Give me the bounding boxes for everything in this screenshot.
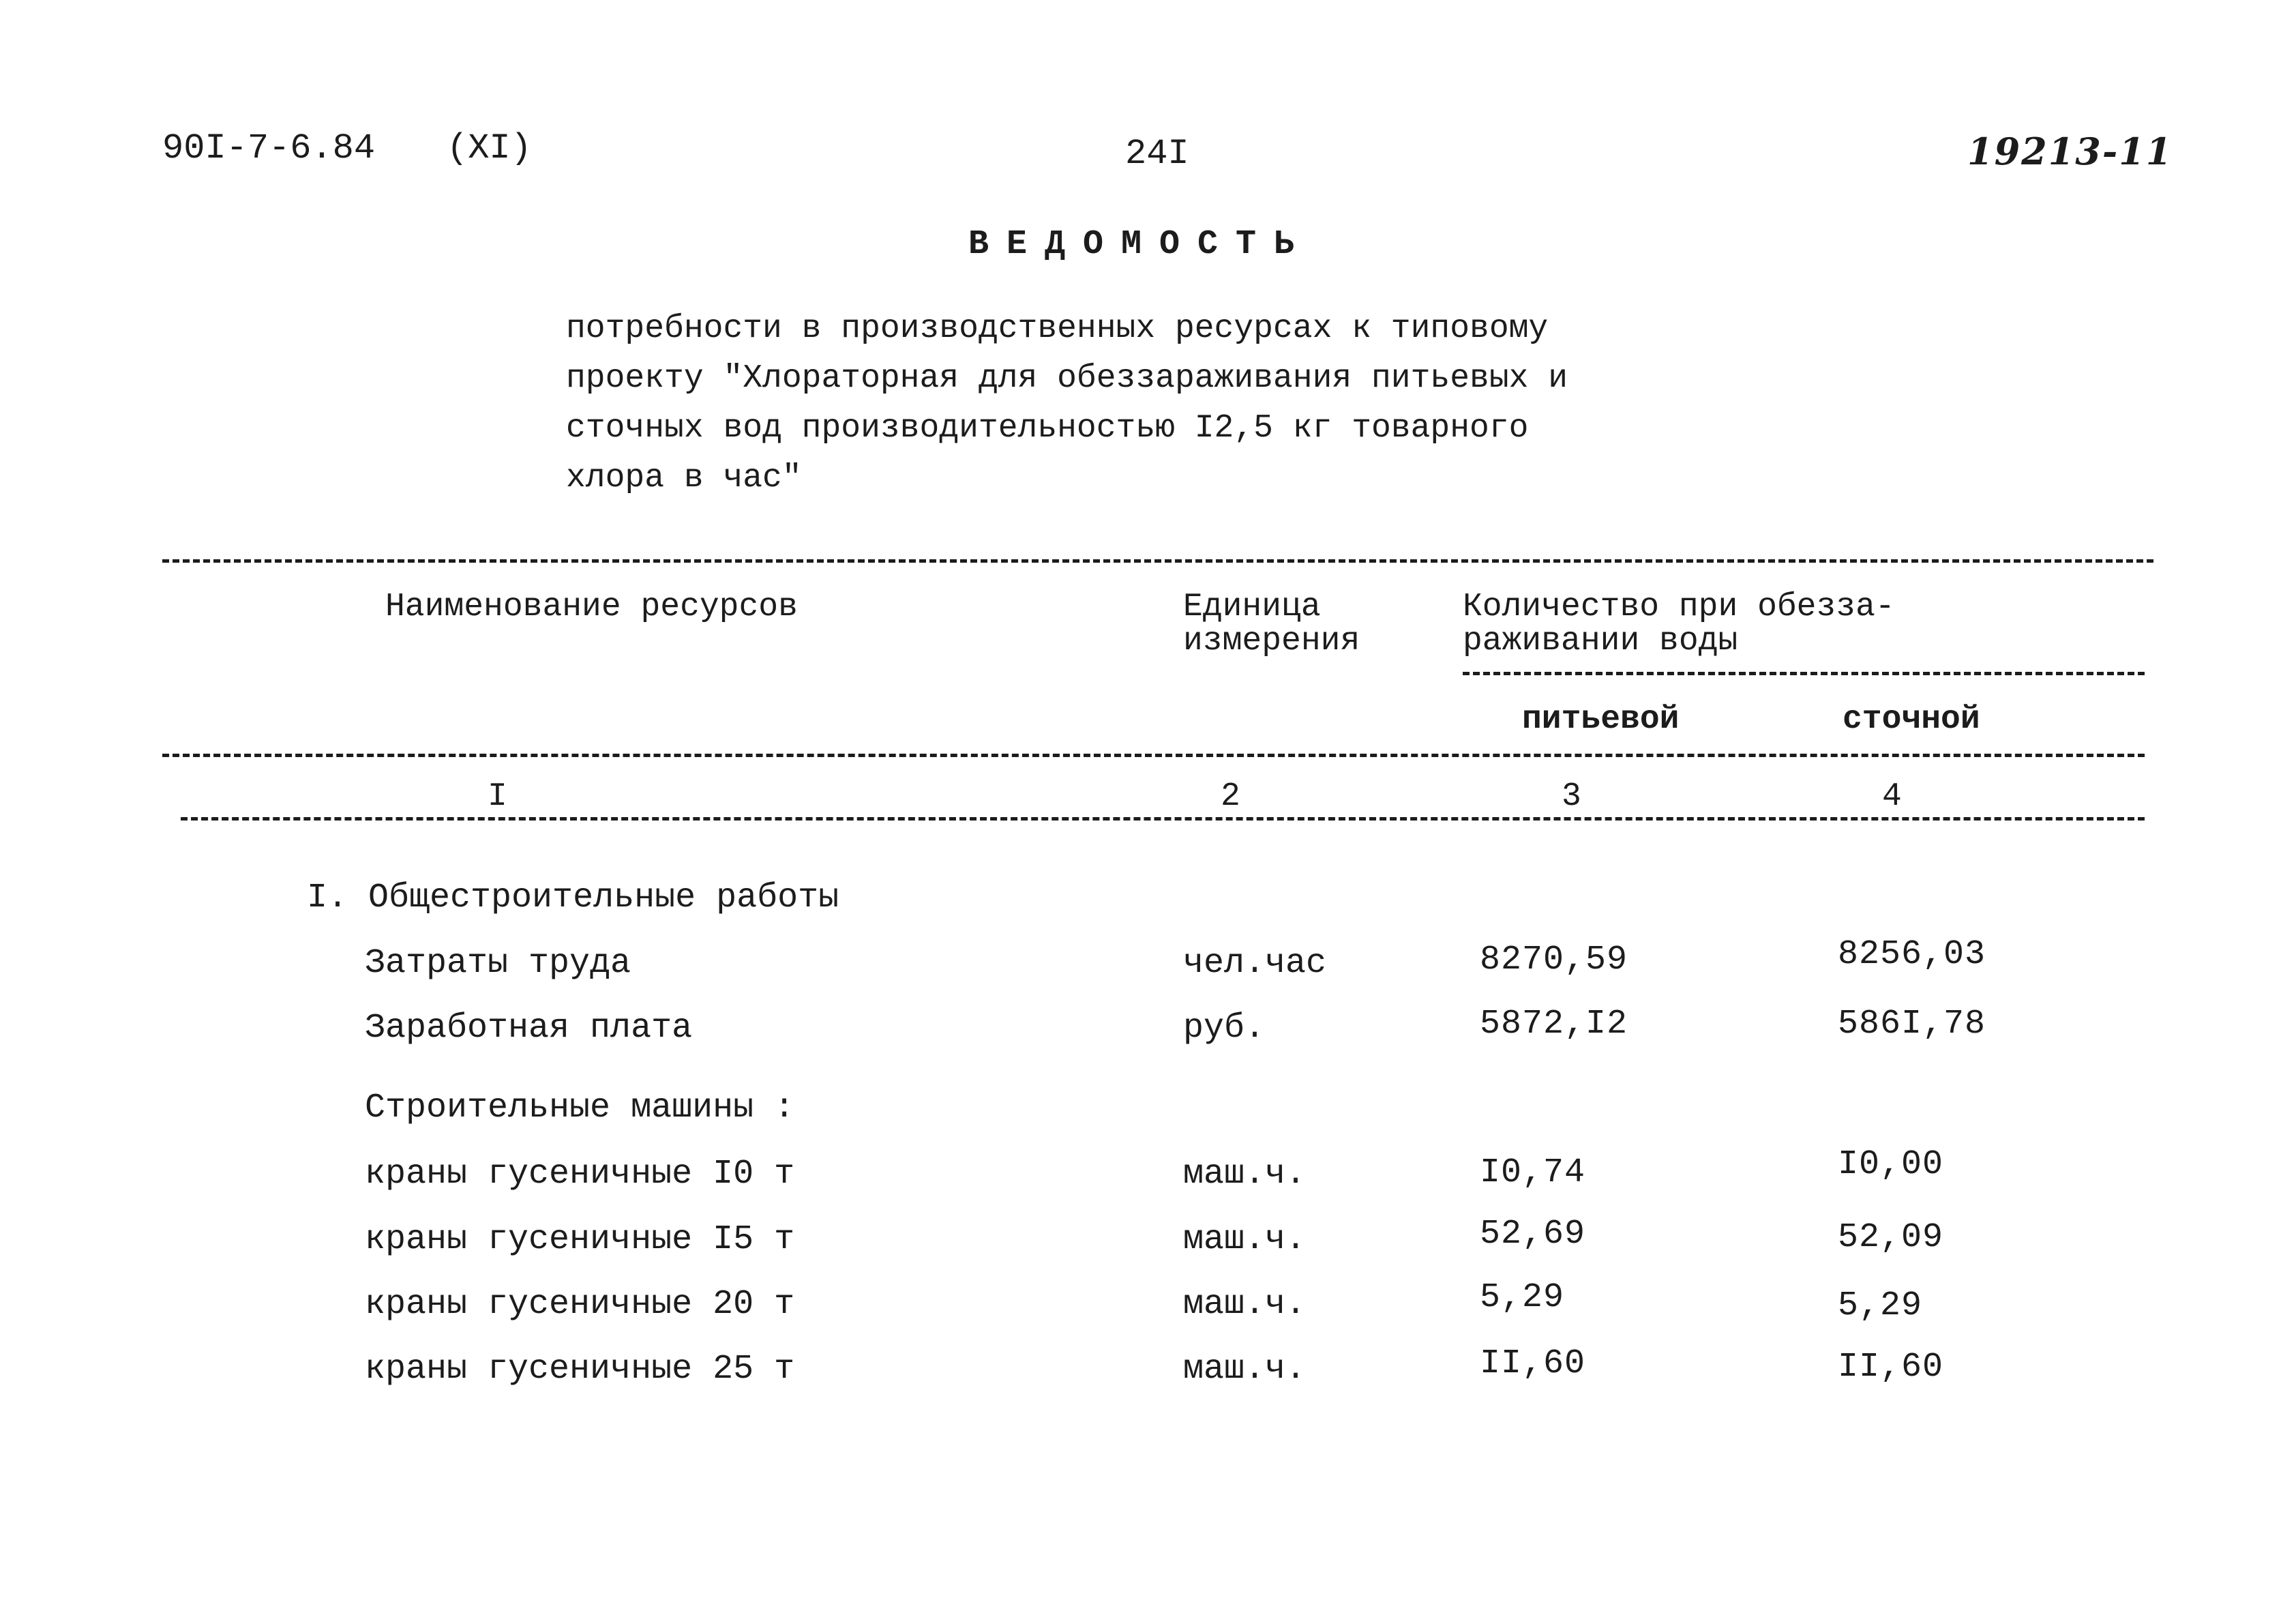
machine-row-waste: II,60 — [1838, 1348, 1944, 1387]
page-title: ВЕДОМОСТЬ — [968, 225, 1313, 264]
header-quantity-line-1: Количество при обезза- — [1463, 589, 1895, 625]
header-name: Наименование ресурсов — [385, 589, 798, 625]
machine-row-unit: маш.ч. — [1183, 1155, 1307, 1194]
page-number: 24I — [1125, 134, 1189, 174]
volume-number: (XI) — [447, 128, 532, 168]
header-drinking: питьевой — [1522, 701, 1680, 738]
machine-row-drinking: I0,74 — [1480, 1153, 1586, 1192]
row-drinking-value: 8270,59 — [1480, 941, 1628, 979]
handwritten-number: 19213-11 — [1967, 130, 2173, 173]
header-unit-line-2: измерения — [1183, 623, 1360, 660]
header-unit-line-1: Единица — [1183, 589, 1321, 625]
row-name: Заработная плата — [365, 1009, 693, 1048]
row-drinking-value: 5872,I2 — [1480, 1005, 1628, 1044]
column-number-2: 2 — [1221, 778, 1240, 815]
column-number-4: 4 — [1882, 778, 1902, 815]
machine-row-drinking: 5,29 — [1480, 1278, 1565, 1317]
subtitle-line-3: сточных вод производительностью I2,5 кг товарного — [566, 410, 1529, 447]
machine-row-unit: маш.ч. — [1183, 1350, 1307, 1389]
machine-row-waste: 5,29 — [1838, 1286, 1923, 1325]
machine-row-name: краны гусеничные I0 т — [365, 1155, 795, 1194]
document-code: 90I-7-6.84 — [162, 128, 376, 168]
column-numbers-rule — [181, 817, 2145, 821]
machine-row-name: краны гусеничные 20 т — [365, 1285, 795, 1324]
machine-row-name: краны гусеничные 25 т — [365, 1350, 795, 1389]
subtitle-line-2: проекту "Хлораторная для обеззараживания питьевых и — [566, 360, 1568, 397]
machine-row-unit: маш.ч. — [1183, 1220, 1307, 1259]
machines-title: Строительные машины : — [365, 1089, 795, 1127]
machine-row-drinking: II,60 — [1480, 1344, 1586, 1383]
column-number-1: I — [488, 778, 507, 815]
row-unit: чел.час — [1183, 944, 1327, 983]
column-number-3: 3 — [1562, 778, 1581, 815]
row-waste-value: 586I,78 — [1838, 1005, 1986, 1044]
header-quantity-line-2: раживании воды — [1463, 623, 1738, 660]
machine-row-drinking: 52,69 — [1480, 1215, 1586, 1254]
row-unit: руб. — [1183, 1009, 1266, 1048]
quantity-subheader-rule — [1463, 672, 2145, 675]
machine-row-name: краны гусеничные I5 т — [365, 1220, 795, 1259]
machine-row-unit: маш.ч. — [1183, 1285, 1307, 1324]
machine-row-waste: I0,00 — [1838, 1145, 1944, 1184]
subtitle-line-1: потребности в производственных ресурсах к типовому — [566, 310, 1549, 347]
header-bottom-rule — [162, 754, 2145, 757]
machine-row-waste: 52,09 — [1838, 1218, 1944, 1257]
header-waste: сточной — [1843, 701, 1980, 738]
table-top-rule — [162, 559, 2153, 563]
subtitle-line-4: хлора в час" — [566, 460, 802, 497]
row-name: Затраты труда — [365, 944, 631, 983]
section-title: I. Общестроительные работы — [307, 878, 839, 917]
row-waste-value: 8256,03 — [1838, 935, 1986, 974]
